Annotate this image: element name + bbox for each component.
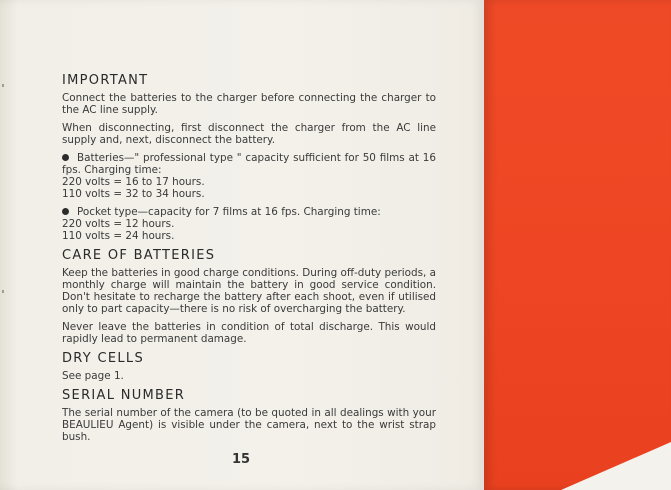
- dry-cells-paragraph: See page 1.: [62, 370, 124, 382]
- important-bullet-pocket: [62, 206, 436, 242]
- heading-dry-cells: DRY CELLS: [62, 351, 145, 366]
- page-content: [62, 73, 436, 449]
- page-edge-mark: [2, 290, 4, 293]
- section-important: [62, 73, 436, 242]
- important-paragraph-2: When disconnecting, first disconnect the charger from the AC line supply and, next, disconnect the battery.: [62, 122, 436, 146]
- charge-time-220: 220 volts = 16 to 17 hours.: [62, 176, 205, 188]
- charge-time-220: 220 volts = 12 hours.: [62, 218, 175, 230]
- bullet-text: Pocket type—capacity for 7 films at 16 fps. Charging time:: [77, 206, 381, 218]
- heading-important: IMPORTANT: [62, 73, 149, 88]
- important-paragraph-1: Connect the batteries to the charger before connecting the charger to the AC line supply.: [62, 92, 436, 116]
- charge-time-110: 110 volts = 24 hours.: [62, 230, 175, 242]
- heading-care-of-batteries: CARE OF BATTERIES: [62, 248, 216, 263]
- red-cover-panel: [484, 0, 671, 490]
- section-dry-cells: [62, 351, 436, 382]
- page-number: 15: [232, 452, 251, 467]
- page-edge-mark: [2, 84, 4, 87]
- care-paragraph-1: Keep the batteries in good charge conditions. During off-duty periods, a monthly charge will maintain the battery in good service condition. Don't hesitate to recharge the battery after each shoot, even if utilised only to part capacity—there is no risk of overcharging the battery.: [62, 267, 436, 315]
- heading-serial-number: SERIAL NUMBER: [62, 388, 186, 403]
- care-paragraph-2: Never leave the batteries in condition of total discharge. This would rapidly lead to permanent damage.: [62, 321, 436, 345]
- important-bullet-batteries: [62, 152, 436, 200]
- bullet-text: Batteries—" professional type " capacity sufficient for 50 films at 16 fps. Charging time:: [62, 152, 436, 176]
- section-serial-number: [62, 388, 436, 443]
- bullet-icon: [62, 154, 69, 161]
- cover-corner-fold: [561, 442, 671, 490]
- section-care-of-batteries: [62, 248, 436, 345]
- bullet-icon: [62, 208, 69, 215]
- charge-time-110: 110 volts = 32 to 34 hours.: [62, 188, 205, 200]
- serial-number-paragraph: The serial number of the camera (to be quoted in all dealings with your BEAULIEU Agent) is visible under the camera, next to the wrist strap bush.: [62, 407, 436, 443]
